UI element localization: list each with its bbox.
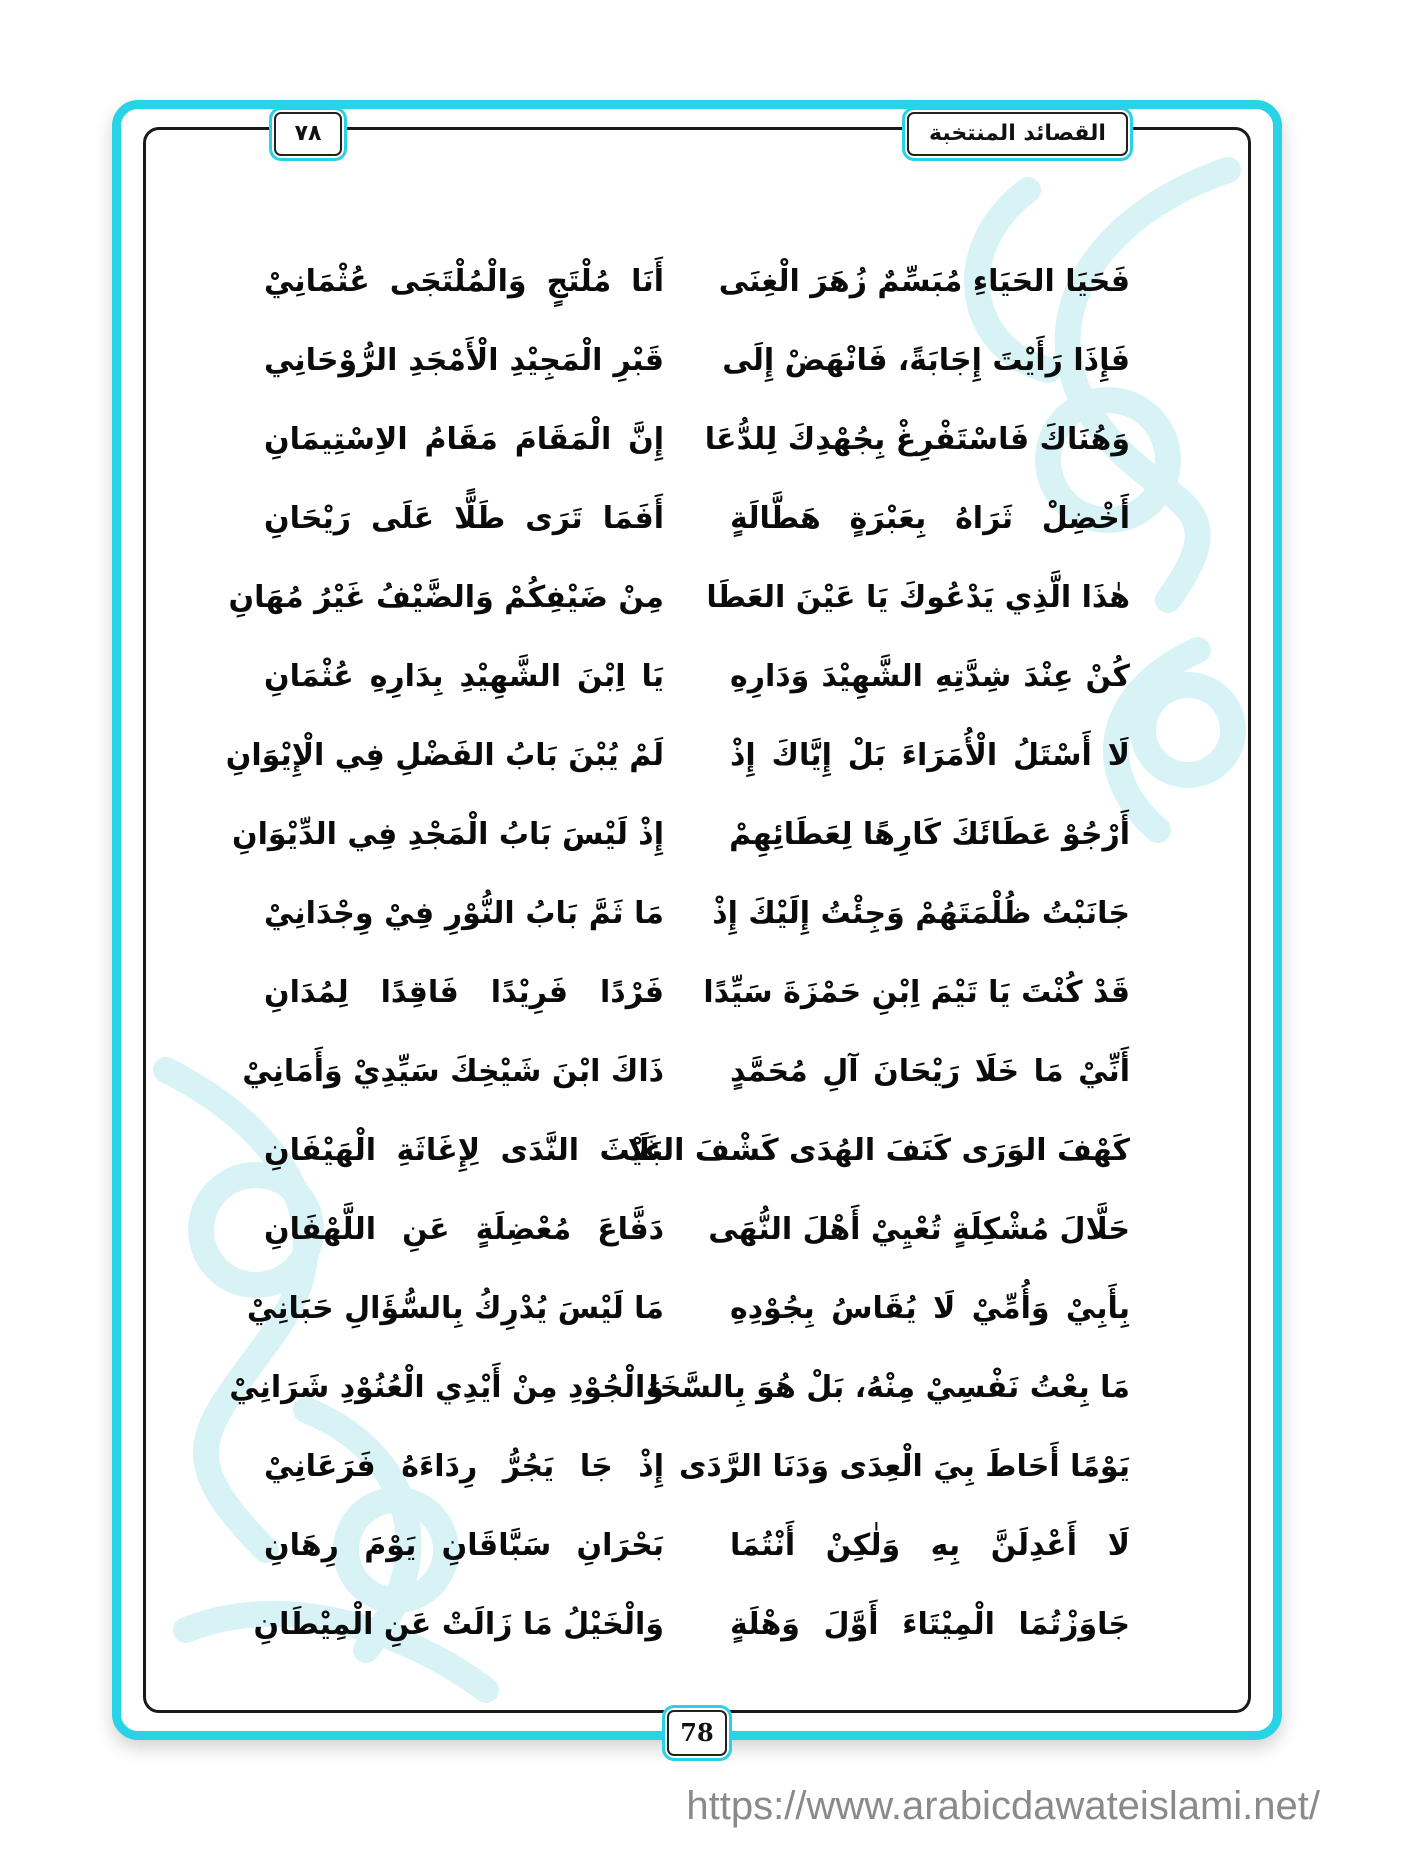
hemistich-left: وَالْخَيْلُ مَا زَالَتْ عَنِ الْمِيْطَانِ (253, 1607, 664, 1642)
hemistich-left: قَبْرِ الْمَجِيْدِ الْأَمْجَدِ الرُّوْحَانِي (264, 343, 664, 378)
hemistich-right: فَإِذَا رَأَيْتَ إِجَابَةً، فَانْهَضْ إِلَى (722, 343, 1130, 378)
hemistich-right: بِأَبِيْ وَأُمِّيْ لَا يُقَاسُ بِجُوْدِهِ (730, 1291, 1130, 1326)
verse-4 (264, 479, 1130, 558)
verse-6 (264, 637, 1130, 716)
hemistich-right: لَا أَعْدِلَنَّ بِهِ وَلٰكِنْ أَنْتُمَا (730, 1528, 1130, 1563)
hemistich-left: أَنَا مُلْتَجٍ وَالْمُلْتَجَى عُثْمَانِيْ (264, 264, 664, 299)
hemistich-right: هٰذَا الَّذِي يَدْعُوكَ يَا عَيْنَ العَطَا (706, 580, 1130, 615)
hemistich-left: ذَاكَ ابْنَ شَيْخِكَ سَيِّدِيْ وَأَمَانِيْ (242, 1054, 664, 1089)
hemistich-left: إِذْ جَا يَجُرُّ رِدَاءَهُ فَرَعَانِيْ (264, 1449, 664, 1484)
hemistich-right: مَا بِعْتُ نَفْسِيْ مِنْهُ، بَلْ هُوَ بِالسَّخَا (648, 1370, 1130, 1405)
verse-12 (264, 1111, 1130, 1190)
hemistich-right: يَوْمًا أَحَاطَ بِيَ الْعِدَى وَدَنَا الرَّدَى (678, 1449, 1130, 1484)
verse-7 (225, 716, 1130, 795)
verse-14 (246, 1269, 1130, 1348)
verse-3 (264, 400, 1130, 479)
hemistich-right: كَهْفَ الوَرَى كَنَفَ الهُدَى كَشْفَ البَلَا (627, 1133, 1130, 1168)
verse-17 (264, 1506, 1130, 1585)
page-number-top: ٧٨ (269, 107, 347, 161)
website-url[interactable]: https://www.arabicdawateislami.net/ (686, 1784, 1320, 1828)
hemistich-right: كُنْ عِنْدَ شِدَّتِهِ الشَّهِيْدَ وَدَارِهِ (730, 659, 1130, 694)
verse-2 (264, 321, 1130, 400)
page-number-bottom: 78 (662, 1705, 732, 1761)
verse-13 (264, 1190, 1130, 1269)
hemistich-right: أَخْضِلْ ثَرَاهُ بِعَبْرَةٍ هَطَّالَةٍ (730, 501, 1130, 536)
hemistich-left: دَفَّاعَ مُعْضِلَةٍ عَنِ اللَّهْفَانِ (264, 1212, 664, 1247)
hemistich-left: مِنْ ضَيْفِكُمْ وَالضَّيْفُ غَيْرُ مُهَانِ (228, 580, 664, 615)
hemistich-right: حَلَّالَ مُشْكِلَةٍ تُعْيِيْ أَهْلَ النُّهَى (708, 1212, 1130, 1247)
hemistich-right: جَانَبْتُ ظُلْمَتَهُمْ وَجِئْتُ إِلَيْكَ إِذْ (712, 896, 1130, 931)
page-frame (112, 100, 1282, 1747)
hemistich-right: وَهُنَاكَ فَاسْتَفْرِغْ بِجُهْدِكَ لِلدُّعَا (704, 422, 1130, 457)
poem (225, 242, 1130, 1664)
hemistich-left: يَا اِبْنَ الشَّهِيْدِ بِدَارِهِ عُثْمَانِ (264, 659, 664, 694)
verse-18 (253, 1585, 1130, 1664)
hemistich-right: أَرْجُوْ عَطَائَكَ كَارِهًا لِعَطَائِهِمْ (729, 817, 1130, 852)
hemistich-left: مَا ثَمَّ بَابُ النُّوْرِ فِيْ وِجْدَانِيْ (264, 896, 664, 931)
hemistich-left: بَحْرَانِ سَبَّاقَانِ يَوْمَ رِهَانِ (264, 1528, 664, 1563)
verse-9 (264, 874, 1130, 953)
hemistich-left: أَفَمَا تَرَى طَلًّا عَلَى رَيْحَانِ (264, 501, 664, 536)
verse-15 (229, 1348, 1130, 1427)
hemistich-right: فَحَيَا الحَيَاءِ مُبَسِّمٌ زُهَرَ الْغِنَى (718, 264, 1130, 299)
verse-1 (264, 242, 1130, 321)
hemistich-left: إِنَّ الْمَقَامَ مَقَامُ الاِسْتِيمَانِ (264, 422, 664, 457)
hemistich-left: غَيْثَ النَّدَى لِإِغَاثَةِ الْهَيْفَانِ (264, 1133, 664, 1168)
hemistich-right: أَنِّيْ مَا خَلَا رَيْحَانَ آلِ مُحَمَّدٍ (730, 1054, 1130, 1089)
hemistich-left: مَا لَيْسَ يُدْرِكُ بِالسُّؤَالِ حَبَانِيْ (246, 1291, 664, 1326)
inner-frame (143, 127, 1251, 1713)
book-title: القصائد المنتخبة (902, 107, 1133, 161)
hemistich-left: فَرْدًا فَرِيْدًا فَاقِدًا لِمُدَانِ (264, 975, 664, 1010)
verse-11 (242, 1032, 1130, 1111)
verse-16 (264, 1427, 1130, 1506)
hemistich-left: إِذْ لَيْسَ بَابُ الْمَجْدِ فِي الدِّيْوَانِ (232, 817, 664, 852)
hemistich-left: لَمْ يُبْنَ بَابُ الفَضْلِ فِي الْإِيْوَانِ (225, 738, 664, 773)
hemistich-right: جَاوَزْتُمَا الْمِيْتَاءَ أَوَّلَ وَهْلَةٍ (730, 1607, 1130, 1642)
hemistich-right: لَا أَسْتَلُ الْأُمَرَاءَ بَلْ إِيَّاكَ إِذْ (730, 738, 1130, 773)
hemistich-left: وَالْجُوْدِ مِنْ أَيْدِي الْعُنُوْدِ شَرَانِيْ (229, 1370, 664, 1405)
hemistich-right: قَدْ كُنْتَ يَا تَيْمَ اِبْنِ حَمْزَةَ سَيِّدًا (703, 975, 1130, 1010)
verse-5 (228, 558, 1130, 637)
verse-8 (232, 795, 1130, 874)
verse-10 (264, 953, 1130, 1032)
